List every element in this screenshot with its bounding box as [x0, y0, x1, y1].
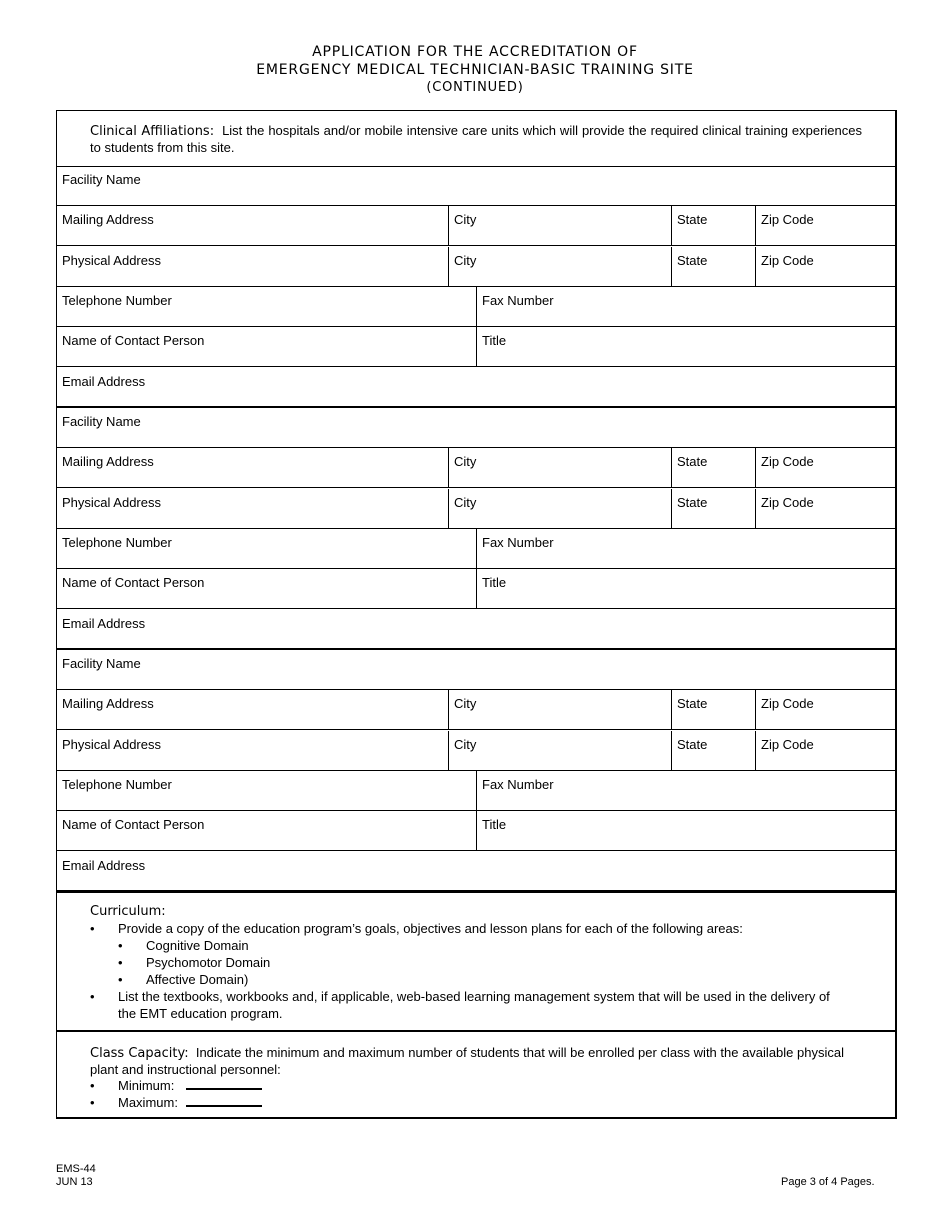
mailing-state-field[interactable] — [671, 448, 755, 487]
physical-state-label: State — [677, 737, 708, 752]
contact-person-field[interactable] — [57, 811, 476, 850]
minimum-label: Minimum: — [118, 1078, 175, 1093]
curriculum-section — [57, 892, 895, 1032]
contact-title-field[interactable] — [476, 811, 895, 850]
form-row — [57, 771, 895, 811]
form-id: EMS-44 — [56, 1163, 96, 1175]
facility-name-label: Facility Name — [62, 414, 141, 429]
contact-title-label: Title — [482, 575, 507, 590]
mailing-address-label: Mailing Address — [62, 212, 154, 227]
contact-title-label: Title — [482, 817, 507, 832]
form-row — [57, 368, 895, 408]
mailing-zip-label: Zip Code — [761, 454, 814, 469]
facility-name-field[interactable] — [57, 650, 895, 689]
contact-person-field[interactable] — [57, 569, 476, 608]
capacity-list — [90, 1077, 490, 1111]
contact-person-label: Name of Contact Person — [62, 575, 205, 590]
telephone-field[interactable] — [57, 771, 476, 810]
form-row — [57, 287, 895, 327]
class-capacity-heading: Class Capacity: — [90, 1046, 189, 1061]
contact-title-field[interactable] — [476, 327, 895, 366]
email-field[interactable] — [57, 852, 895, 891]
form-row — [57, 489, 895, 529]
physical-city-label: City — [454, 737, 477, 752]
mailing-address-field[interactable] — [57, 690, 448, 729]
contact-title-field[interactable] — [476, 569, 895, 608]
mailing-zip-field[interactable] — [755, 206, 895, 245]
mailing-state-label: State — [677, 212, 708, 227]
telephone-label: Telephone Number — [62, 777, 172, 792]
mailing-city-label: City — [454, 696, 477, 711]
physical-state-label: State — [677, 253, 708, 268]
email-label: Email Address — [62, 374, 146, 389]
mailing-city-label: City — [454, 212, 477, 227]
list-item: • List the textbooks, workbooks and, if applicable, web-based learning management system that will be used in the delivery of the EMT education program. — [90, 988, 850, 1022]
fax-field[interactable] — [476, 771, 895, 810]
form-row — [57, 247, 895, 287]
list-item: • Provide a copy of the education program’s goals, objectives and lesson plans for each of the following areas: • Cognitive Domain • Psychomotor Domain • Affective Domain) — [90, 920, 850, 988]
curriculum-list — [90, 920, 850, 1022]
clinical-affiliations-intro — [57, 111, 895, 167]
form-row — [57, 852, 895, 892]
maximum-label: Maximum: — [118, 1095, 178, 1110]
form-row — [57, 650, 895, 690]
physical-zip-label: Zip Code — [761, 253, 814, 268]
curriculum-heading: Curriculum: — [90, 904, 166, 919]
minimum-field[interactable] — [186, 1078, 262, 1090]
contact-person-label: Name of Contact Person — [62, 817, 205, 832]
physical-address-field[interactable] — [57, 731, 448, 770]
email-label: Email Address — [62, 616, 146, 631]
contact-person-label: Name of Contact Person — [62, 333, 205, 348]
mailing-state-label: State — [677, 454, 708, 469]
clinical-affiliations-text: List the hospitals and/or mobile intensive care units which will provide the required clinical training experiences to students from this site. — [90, 123, 862, 155]
list-item: • Cognitive Domain — [118, 937, 850, 954]
facility-name-field[interactable] — [57, 166, 895, 205]
class-capacity-text: Indicate the minimum and maximum number of students that will be enrolled per class with the available physical plant and instructional personnel: — [90, 1045, 844, 1077]
physical-zip-field[interactable] — [755, 489, 895, 528]
fax-field[interactable] — [476, 287, 895, 326]
form-row — [57, 448, 895, 488]
facility-name-label: Facility Name — [62, 172, 141, 187]
physical-city-field[interactable] — [448, 247, 671, 286]
form-row — [57, 610, 895, 650]
form-row — [57, 569, 895, 609]
mailing-state-field[interactable] — [671, 206, 755, 245]
mailing-city-label: City — [454, 454, 477, 469]
email-field[interactable] — [57, 368, 895, 407]
physical-address-field[interactable] — [57, 489, 448, 528]
mailing-address-field[interactable] — [57, 206, 448, 245]
fax-label: Fax Number — [482, 535, 554, 550]
physical-state-field[interactable] — [671, 247, 755, 286]
facility-name-field[interactable] — [57, 408, 895, 447]
mailing-city-field[interactable] — [448, 448, 671, 487]
physical-state-field[interactable] — [671, 489, 755, 528]
fax-label: Fax Number — [482, 293, 554, 308]
mailing-state-label: State — [677, 696, 708, 711]
physical-zip-field[interactable] — [755, 247, 895, 286]
list-item — [90, 1094, 490, 1111]
domain-list — [118, 937, 850, 988]
physical-zip-label: Zip Code — [761, 737, 814, 752]
list-item: • Affective Domain) — [118, 971, 850, 988]
form-row — [57, 731, 895, 771]
form-row — [57, 327, 895, 367]
form-id-footer — [56, 1163, 96, 1189]
physical-state-field[interactable] — [671, 731, 755, 770]
mailing-city-field[interactable] — [448, 690, 671, 729]
form-title-continued: (CONTINUED) — [426, 80, 524, 95]
form-title-line2: EMERGENCY MEDICAL TECHNICIAN-BASIC TRAINING SITE — [256, 62, 694, 78]
physical-address-field[interactable] — [57, 247, 448, 286]
fax-label: Fax Number — [482, 777, 554, 792]
mailing-zip-field[interactable] — [755, 690, 895, 729]
physical-zip-field[interactable] — [755, 731, 895, 770]
form-row — [57, 408, 895, 448]
facility-name-label: Facility Name — [62, 656, 141, 671]
mailing-zip-field[interactable] — [755, 448, 895, 487]
form-row — [57, 206, 895, 246]
physical-address-label: Physical Address — [62, 495, 161, 510]
list-item: • Psychomotor Domain — [118, 954, 850, 971]
mailing-city-field[interactable] — [448, 206, 671, 245]
mailing-zip-label: Zip Code — [761, 212, 814, 227]
form-row — [57, 811, 895, 851]
telephone-field[interactable] — [57, 529, 476, 568]
physical-city-label: City — [454, 253, 477, 268]
form-title-line1: APPLICATION FOR THE ACCREDITATION OF — [312, 44, 638, 60]
physical-city-field[interactable] — [448, 731, 671, 770]
telephone-label: Telephone Number — [62, 535, 172, 550]
contact-title-label: Title — [482, 333, 507, 348]
mailing-zip-label: Zip Code — [761, 696, 814, 711]
form-row — [57, 690, 895, 730]
contact-person-field[interactable] — [57, 327, 476, 366]
physical-state-label: State — [677, 495, 708, 510]
telephone-field[interactable] — [57, 287, 476, 326]
email-label: Email Address — [62, 858, 146, 873]
page-number: Page 3 of 4 Pages. — [781, 1176, 875, 1188]
mailing-address-label: Mailing Address — [62, 696, 154, 711]
physical-zip-label: Zip Code — [761, 495, 814, 510]
clinical-affiliations-heading: Clinical Affiliations: — [90, 124, 215, 139]
mailing-address-label: Mailing Address — [62, 454, 154, 469]
form-frame — [56, 110, 897, 1119]
physical-city-field[interactable] — [448, 489, 671, 528]
physical-address-label: Physical Address — [62, 737, 161, 752]
email-field[interactable] — [57, 610, 895, 649]
telephone-label: Telephone Number — [62, 293, 172, 308]
mailing-address-field[interactable] — [57, 448, 448, 487]
form-row — [57, 166, 895, 206]
mailing-state-field[interactable] — [671, 690, 755, 729]
maximum-field[interactable] — [186, 1095, 262, 1107]
physical-address-label: Physical Address — [62, 253, 161, 268]
list-item — [90, 1077, 490, 1094]
form-date: JUN 13 — [56, 1176, 93, 1188]
class-capacity-section — [57, 1034, 895, 1117]
fax-field[interactable] — [476, 529, 895, 568]
form-row — [57, 529, 895, 569]
physical-city-label: City — [454, 495, 477, 510]
